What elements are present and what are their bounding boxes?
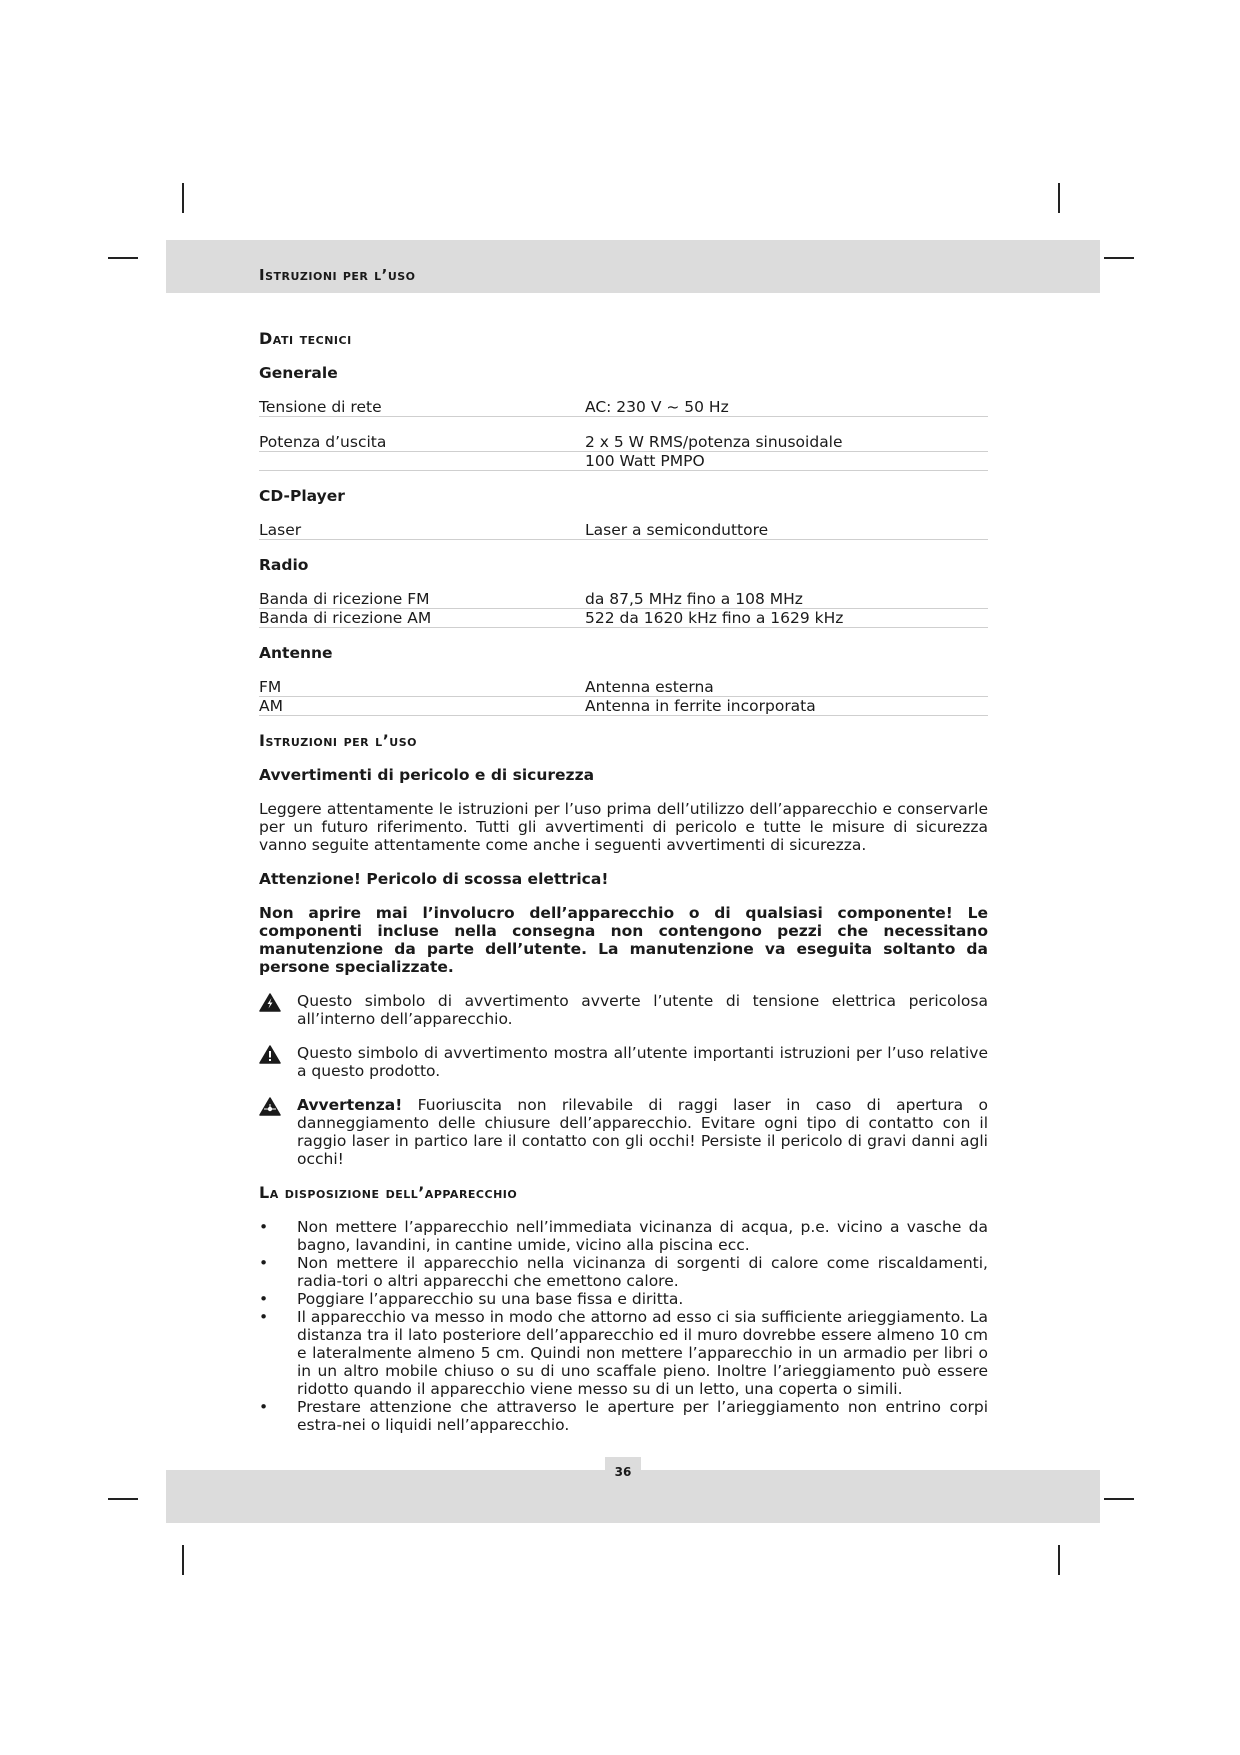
laser-warning-label: Avvertenza! <box>297 1096 403 1114</box>
tech-row-value: 522 da 1620 kHz fino a 1629 kHz <box>585 609 844 627</box>
placement-list <box>259 1218 988 1434</box>
tech-row-value: Antenna esterna <box>585 678 714 696</box>
warning-text <box>297 1096 988 1168</box>
tech-row-continued <box>259 452 988 471</box>
tech-section-title: Dati tecnici <box>259 329 352 348</box>
tech-row <box>259 590 988 609</box>
tech-group <box>259 398 988 417</box>
list-item <box>259 1218 988 1254</box>
tech-row-value: Antenna in ferrite incorporata <box>585 697 816 715</box>
do-not-open-warning: Non aprire mai l’involucro dell’apparecchio o di qualsiasi componente! Le componenti incluse nella consegna non contengono pezzi che necessitano manutenzione da parte dell’utente. La manutenzione va eseguita soltanto da persone specializzate. <box>259 904 988 976</box>
bullet: • <box>259 1218 269 1236</box>
laser-warning-icon <box>259 1096 297 1168</box>
tech-group <box>259 590 988 628</box>
tech-row-value: 2 x 5 W RMS/potenza sinusoidale <box>585 433 843 451</box>
tech-row <box>259 398 988 417</box>
tech-row-label: Potenza d’uscita <box>259 433 387 451</box>
tech-row-value: 100 Watt PMPO <box>585 452 705 470</box>
list-item <box>259 1308 988 1398</box>
list-item <box>259 1254 988 1290</box>
bullet: • <box>259 1254 269 1272</box>
list-item-text: Non mettere il apparecchio nella vicinanza di sorgenti di calore come riscaldamenti, radia-tori o altri apparecchi che emettono calore. <box>297 1254 988 1290</box>
tech-group <box>259 433 988 471</box>
tech-group-title: Radio <box>259 556 309 574</box>
placement-section-title: La disposizione dell’apparecchio <box>259 1183 518 1202</box>
tech-row-value: da 87,5 MHz fino a 108 MHz <box>585 590 803 608</box>
list-item-text: Poggiare l’apparecchio su una base fissa e diritta. <box>297 1290 684 1308</box>
crop-mark <box>108 257 138 259</box>
page-number: 36 <box>605 1457 641 1484</box>
warning-item <box>259 1096 988 1168</box>
crop-mark <box>108 1498 138 1500</box>
crop-mark <box>182 183 184 213</box>
tech-group <box>259 678 988 716</box>
tech-row-value: Laser a semiconduttore <box>585 521 769 539</box>
tech-row-label: Banda di ricezione AM <box>259 609 432 627</box>
safety-subtitle: Avvertimenti di pericolo e di sicurezza <box>259 766 595 784</box>
tech-row <box>259 521 988 540</box>
tech-group-title: Antenne <box>259 644 333 662</box>
crop-mark <box>1058 1545 1060 1575</box>
tech-row-label: AM <box>259 697 283 715</box>
crop-mark <box>182 1545 184 1575</box>
exclamation-warning-icon <box>259 1044 297 1080</box>
laser-warning-body: Fuoriuscita non rilevabile di raggi laser in caso di apertura o danneggiamento delle chiusure dell’apparecchio. Evitare ogni tipo di contatto con il raggio laser in partico lare il contatto con gli occhi! Persiste il pericolo di gravi danni agli occhi! <box>297 1096 988 1168</box>
warning-item <box>259 992 988 1028</box>
tech-row <box>259 678 988 697</box>
bullet: • <box>259 1290 269 1308</box>
tech-row <box>259 433 988 452</box>
bullet: • <box>259 1398 269 1416</box>
tech-row <box>259 609 988 628</box>
warning-text: Questo simbolo di avvertimento mostra all’utente importanti istruzioni per l’uso relative a questo prodotto. <box>297 1044 988 1080</box>
tech-row-label: FM <box>259 678 282 696</box>
shock-attention-heading: Attenzione! Pericolo di scossa elettrica! <box>259 870 609 888</box>
crop-mark <box>1104 257 1134 259</box>
tech-group-title: CD-Player <box>259 487 345 505</box>
list-item <box>259 1398 988 1434</box>
tech-row-label: Laser <box>259 521 302 539</box>
tech-group <box>259 521 988 540</box>
crop-mark <box>1104 1498 1134 1500</box>
list-item-text: Il apparecchio va messo in modo che attorno ad esso ci sia sufficiente arieggiamento. La distanza tra il lato posteriore dell’apparecchio ed il muro dovrebbe essere almeno 10 cm e lateralmente almeno 5 cm. Quindi non mettere l’apparecchio in un armadio per libri o in un altro mobile chiuso o su di uno scaffale pieno. Inoltre l’arieggiamento può essere ridotto quando il apparecchio viene messo su di un letto, una coperta o simili. <box>297 1308 988 1398</box>
tech-group-title: Generale <box>259 364 338 382</box>
bullet: • <box>259 1308 269 1326</box>
safety-intro-paragraph: Leggere attentamente le istruzioni per l’uso prima dell’utilizzo dell’apparecchio e conservarle per un futuro riferimento. Tutti gli avvertimenti di pericolo e tutte le misure di sicurezza vanno seguite attentamente come anche i seguenti avvertimenti di sicurezza. <box>259 800 988 854</box>
list-item <box>259 1290 988 1308</box>
page-header-title: Istruzioni per l’uso <box>259 266 416 284</box>
tech-row-label: Banda di ricezione FM <box>259 590 430 608</box>
page-content <box>259 330 988 1434</box>
tech-row-label: Tensione di rete <box>259 398 382 416</box>
crop-mark <box>1058 183 1060 213</box>
warning-item <box>259 1044 988 1080</box>
list-item-text: Prestare attenzione che attraverso le aperture per l’arieggiamento non entrino corpi estra-nei o liquidi nell’apparecchio. <box>297 1398 988 1434</box>
lightning-warning-icon <box>259 992 297 1028</box>
warning-text: Questo simbolo di avvertimento avverte l’utente di tensione elettrica pericolosa all’interno dell’apparecchio. <box>297 992 988 1028</box>
tech-row-value: AC: 230 V ~ 50 Hz <box>585 398 729 416</box>
tech-row <box>259 697 988 716</box>
usage-section-title: Istruzioni per l’uso <box>259 731 417 750</box>
list-item-text: Non mettere l’apparecchio nell’immediata vicinanza di acqua, p.e. vicino a vasche da bagno, lavandini, in cantine umide, vicino alla piscina ecc. <box>297 1218 988 1254</box>
